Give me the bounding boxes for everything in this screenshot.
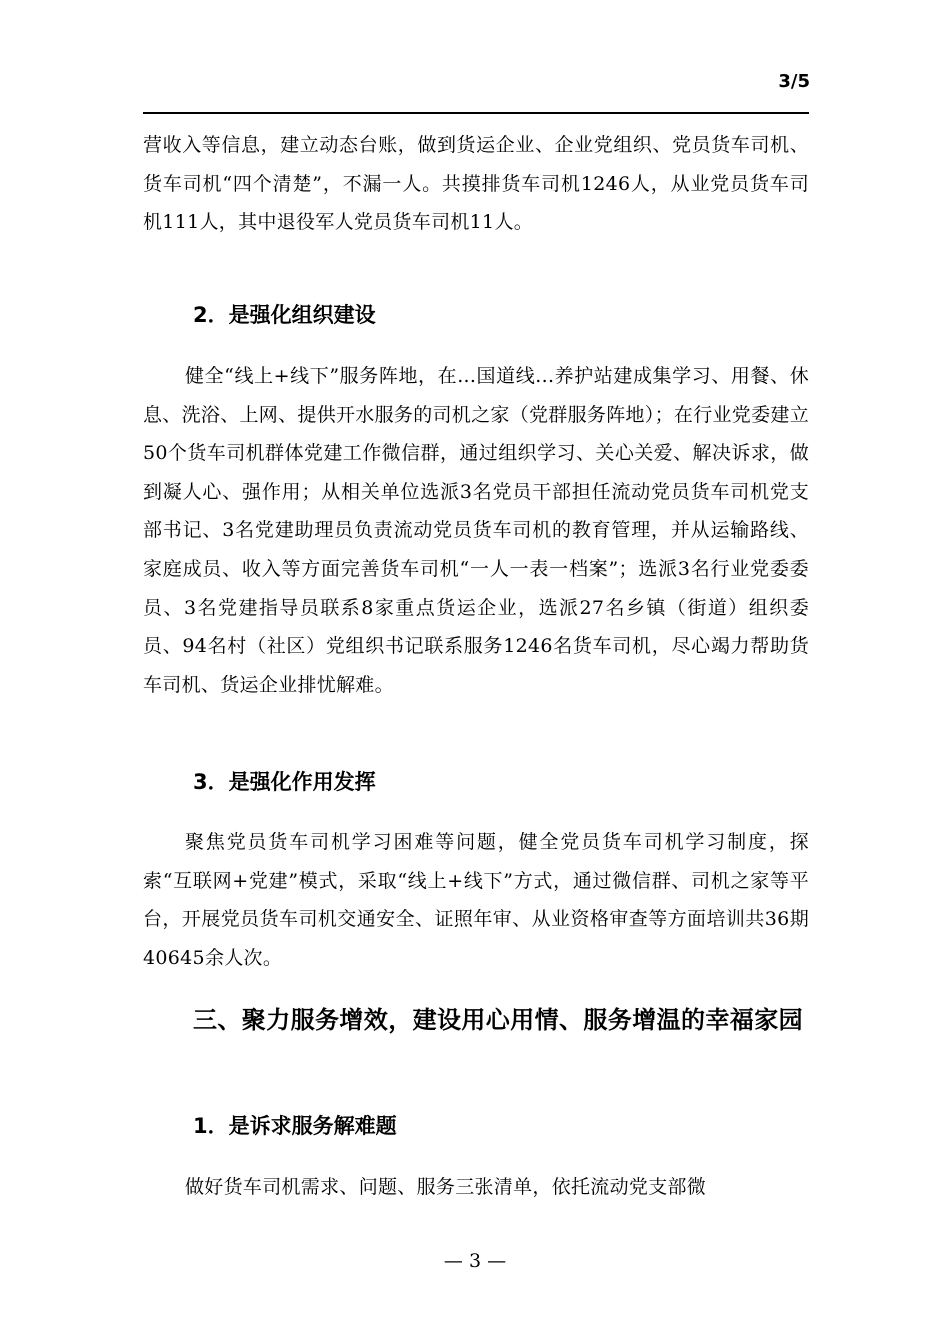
paragraph-continued: 营收入等信息，建立动态台账，做到货运企业、企业党组织、党员货车司机、货车司机“四个清楚”，不漏一人。共摸排货车司机1246人，从业党员货车司机111人，其中退役军人党员货车司机11人。 — [143, 134, 809, 234]
paragraph-role-play: 聚焦党员货车司机学习困难等问题，健全党员货车司机学习制度，探索“互联网+党建”模式，采取“线上+线下”方式，通过微信群、司机之家等平台，开展党员货车司机交通安全、证照年审、从业资格审查等方面培训共36期40645余人次。 — [143, 831, 809, 969]
subheading-appeal-service: 1．是诉求服务解难题 — [193, 1114, 397, 1138]
section-item-2-body — [143, 357, 809, 704]
section-three — [143, 998, 809, 1042]
subheading-organization-building: 2．是强化组织建设 — [193, 303, 376, 327]
section-item-2 — [143, 295, 809, 335]
subheading-role-play: 3．是强化作用发挥 — [193, 770, 376, 794]
section-heading-three: 三、聚力服务增效，建设用心用情、服务增温的幸福家园 — [193, 1006, 803, 1034]
section-item-3 — [143, 762, 809, 802]
section-item-3-body — [143, 823, 809, 977]
page-counter: 3/5 — [778, 71, 810, 92]
paragraph-appeal-service: 做好货车司机需求、问题、服务三张清单，依托流动党支部微 — [185, 1176, 707, 1198]
header-divider — [143, 112, 809, 114]
section-three-item-1-body — [143, 1168, 809, 1207]
paragraph-organization-building: 健全“线上+线下”服务阵地，在...国道线...养护站建成集学习、用餐、休息、洗浴、上网、提供开水服务的司机之家（党群服务阵地）；在行业党委建立50个货车司机群体党建工作微信群，通过组织学习、关心关爱、解决诉求，做到凝人心、强作用；从相关单位选派3名党员干部担任流动党员货车司机党支部书记、3名党建助理员负责流动党员货车司机的教育管理，并从运输路线、家庭成员、收入等方面完善货车司机“一人一表一档案”；选派3名行业党委委员、3名党建指导员联系8家重点货运企业，选派27名乡镇（街道）组织委员、94名村（社区）党组织书记联系服务1246名货车司机，尽心竭力帮助货车司机、货运企业排忧解难。 — [143, 365, 810, 696]
page-body — [143, 126, 809, 242]
section-three-item-1 — [143, 1106, 809, 1146]
page-footer-number: — 3 — — [443, 1250, 507, 1272]
